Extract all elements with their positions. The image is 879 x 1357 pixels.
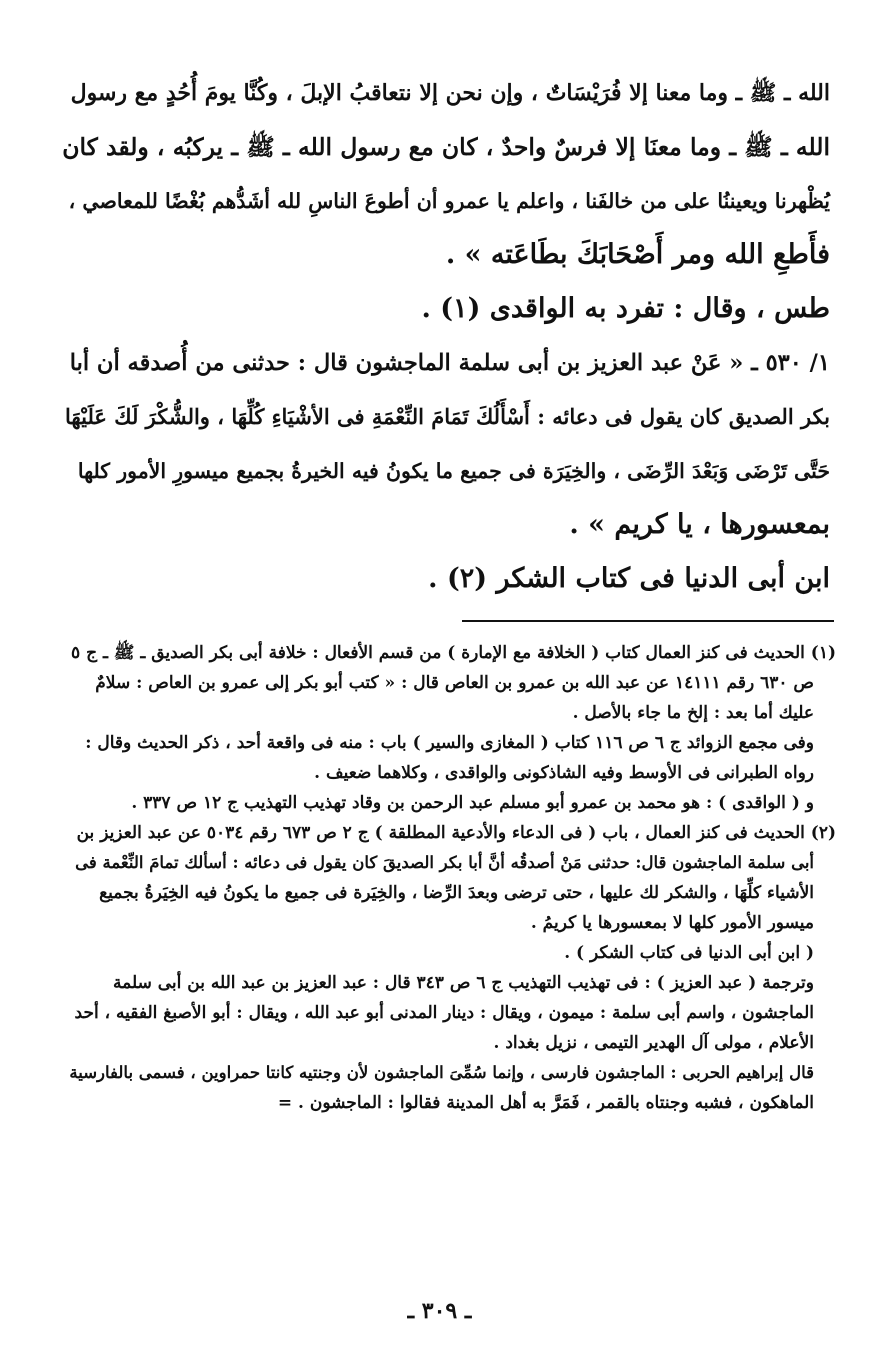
footnote-line: وترجمة ( عبد العزيز ) : فى تهذيب التهذيب ج ٦ ص ٣٤٣ قال : عبد العزيز بن عبد الله بن أبى سلمة: [113, 973, 814, 993]
page-number: ـ ٣٠٩ ـ: [407, 1298, 472, 1324]
footnote-line: ميسور الأمور كلها لا بمعسورها يا كريمُ .: [530, 913, 814, 933]
main-text: [60, 66, 830, 606]
footnote-line: (١) الحديث فى كنز العمال كتاب ( الخلافة مع الإمارة ) من قسم الأفعال : خلافة أبى بكر الصديق ـ ﷺ ـ ج ٥: [71, 643, 836, 663]
footnote-line: (٢) الحديث فى كنز العمال ، باب ( فى الدعاء والأدعية المطلقة ) ج ٢ ص ٦٧٣ رقم ٥٠٣٤ عن عبد العزيز بن: [76, 823, 836, 843]
footnote-line: ص ٦٣٠ رقم ١٤١١١ عن عبد الله بن عمرو بن العاص قال : « كتب أبو بكر إلى عمرو بن العاص : سلامٌ: [95, 673, 814, 693]
footnote-line: الأعلام ، مولى آل الهدير التيمى ، نزيل بغداد .: [493, 1033, 814, 1053]
footnote-line: الأشياء كلِّهَا ، والشكر لك عليها ، حتى ترضى وبعدَ الرِّضا ، والخِيَرة فى جميع ما يكونُ فيه الخِيَرةُ بجميع: [99, 883, 814, 903]
footnote-line: الماجشون ، واسم أبى سلمة : ميمون ، ويقال : دينار المدنى أبو عبد الله ، ويقال : أبو الأصبغ الفقيه ، أحد: [74, 1003, 814, 1023]
hadith-heading-line: ١/ ٥٣٠ ـ « عَنْ عبد العزيز بن أبى سلمة الماجشون قال : حدثنى من أُصدقه أن أبا: [69, 350, 830, 376]
main-line: الله ـ ﷺ ـ وما معنا إلا فُرَيْسَاتٌ ، وإن نحن إلا نتعاقبُ الإبلَ ، وكُنَّا يومَ أُحُدٍ مع رسول: [70, 80, 830, 106]
main-line: بمعسورها ، يا كريم » .: [569, 509, 830, 540]
main-line: الله ـ ﷺ ـ وما معنَا إلا فرسٌ واحدٌ ، كان مع رسول الله ـ ﷺ ـ يركبُه ، ولقد كان: [62, 133, 830, 161]
main-line: طس ، وقال : تفرد به الواقدى (١) .: [421, 293, 830, 324]
main-line: بكر الصديق كان يقول فى دعائه : أَسْأَلُكَ تَمَامَ النِّعْمَةِ فى الأشْيَاءِ كُلِّهَا ، والشُّكْرَ لَكَ عَلَيْهَا: [65, 404, 830, 429]
footnote-separator: [462, 620, 834, 622]
footnote-line: قال إبراهيم الحربى : الماجشون فارسى ، وإنما سُمِّىَ الماجشون لأن وجنتيه كانتا حمراوين ، فسمى بالفارسية: [69, 1063, 814, 1082]
footnote-line: ( ابن أبى الدنيا فى كتاب الشكر ) .: [564, 943, 814, 963]
footnote-line: وفى مجمع الزوائد ج ٦ ص ١١٦ كتاب ( المغازى والسير ) باب : منه فى واقعة أحد ، ذكر الحديث وقال :: [85, 733, 814, 753]
footnote-line: الماهكون ، فشبه وجنتاه بالقمر ، فَمَرَّ به أهل المدينة فقالوا : الماجشون . =: [277, 1093, 814, 1113]
footnotes: [60, 638, 836, 1118]
main-line: فأَطعِ الله ومر أَصْحَابَكَ بطَاعَته » .: [445, 239, 830, 270]
main-line: حَتَّى تَرْضَى وَبَعْدَ الرِّضَى ، والخِيَرَة فى جميع ما يكونُ فيه الخيرةُ بجميع ميسورِ الأمور كلها: [77, 459, 830, 483]
footnote-line: و ( الواقدى ) : هو محمد بن عمرو أبو مسلم عبد الرحمن بن وقاد تهذيب التهذيب ج ١٢ ص ٣٣٧ .: [131, 793, 814, 813]
footnote-line: عليك أما بعد : إلخ ما جاء بالأصل .: [572, 703, 814, 723]
main-line: ابن أبى الدنيا فى كتاب الشكر (٢) .: [428, 563, 830, 594]
footnote-line: أبى سلمة الماجشون قال: حدثنى مَنْ أصدقُه أنَّ أبا بكر الصديقَ كان يقول فى دعائه : أسألك تمامَ النِّعْمة فى: [75, 853, 814, 872]
footnote-line: رواه الطبرانى فى الأوسط وفيه الشاذكونى والواقدى ، وكلاهما ضعيف .: [314, 763, 814, 783]
main-line: يُظْهرنا ويعيننُا على من خالفَنا ، واعلم يا عمرو أن أطوعَ الناسِ لله أشَدُّهم بُغْضًا للمعاصي ،: [68, 189, 830, 213]
